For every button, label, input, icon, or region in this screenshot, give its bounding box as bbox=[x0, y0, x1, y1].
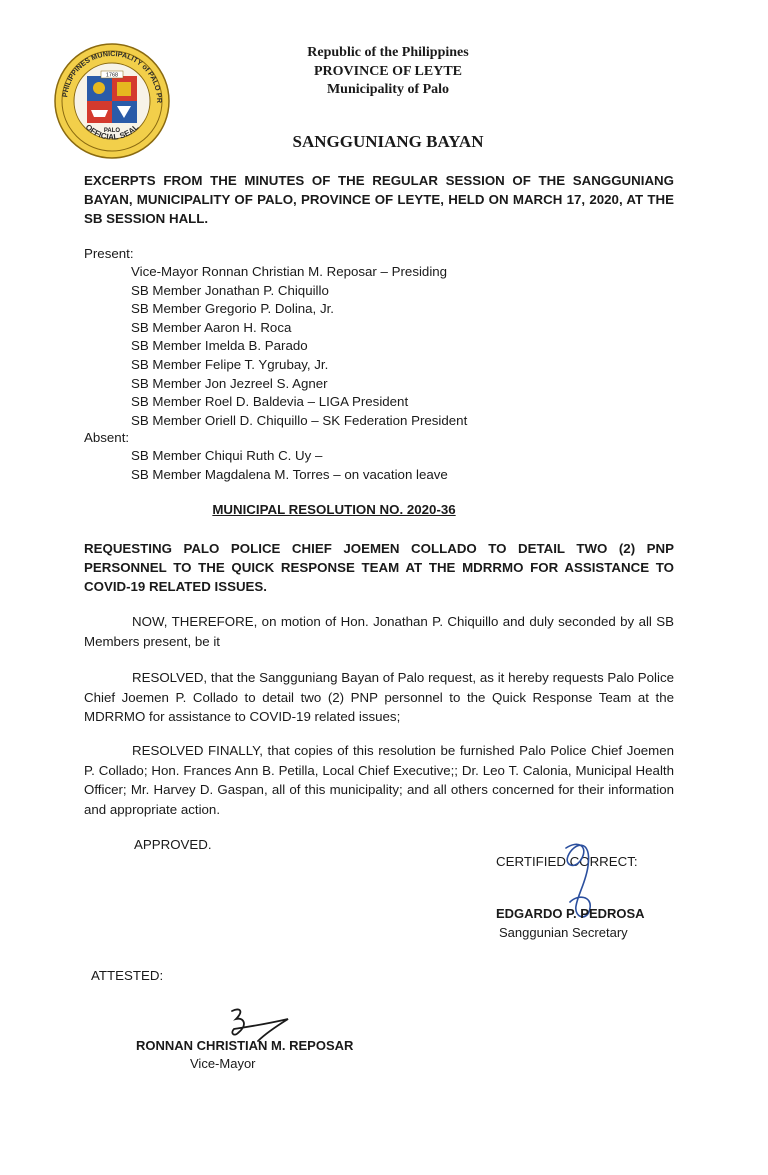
present-member: SB Member Jonathan P. Chiquillo bbox=[131, 282, 329, 298]
present-member: SB Member Aaron H. Roca bbox=[131, 319, 292, 335]
header-line-province: PROVINCE OF LEYTE bbox=[313, 64, 463, 79]
seal-ring-text: PHILIPPINES MUNICIPALITY of PALO PR bbox=[60, 48, 165, 104]
resolution-number: MUNICIPAL RESOLUTION NO. 2020-36 bbox=[212, 502, 456, 517]
seal-town: PALO bbox=[103, 128, 121, 134]
absent-member: SB Member Chiqui Ruth C. Uy – bbox=[131, 448, 323, 463]
present-member: SB Member Felipe T. Ygrubay, Jr. bbox=[131, 356, 329, 372]
present-member: SB Member Jon Jezreel S. Agner bbox=[131, 375, 328, 391]
secretary-title: Sanggunian Secretary bbox=[499, 925, 628, 940]
seal-year: 1768 bbox=[105, 72, 119, 79]
secretary-name: EDGARDO P. PEDROSA bbox=[496, 906, 645, 921]
present-label: Present: bbox=[84, 246, 134, 261]
absent-label: Absent: bbox=[84, 430, 130, 445]
excerpt-title: EXCERPTS FROM THE MINUTES OF THE REGULAR SESSION OF THE SANGGUNIANG BAYAN, MUNICIPALITY OF PALO, PROVINCE OF LEYTE, HELD ON MARCH 17, 2020, AT THE SB SESSION HALL. bbox=[84, 173, 674, 227]
present-member: SB Member Imelda B. Parado bbox=[131, 338, 308, 354]
vice-mayor-name: RONNAN CHRISTIAN M. REPOSAR bbox=[136, 1038, 354, 1053]
header-line-republic: Republic of the Philippines bbox=[307, 45, 469, 60]
certified-correct-label: CERTIFIED CORRECT: bbox=[496, 854, 638, 869]
resolution-title: REQUESTING PALO POLICE CHIEF JOEMEN COLLADO TO DETAIL TWO (2) PNP PERSONNEL TO THE QUICK RESPONSE TEAM AT THE MDRRMO FOR ASSISTANCE TO COVID-19 RELATED ISSUES. bbox=[84, 541, 674, 595]
paragraph-resolved: RESOLVED, that the Sangguniang Bayan of Palo request, as it hereby requests Palo Police Chief Joemen P. Collado to detail two (2) PNP personnel to the Quick Response Team at the MDRRMO for assistance to COVID-19 related issues; bbox=[84, 670, 674, 724]
present-list bbox=[131, 263, 651, 430]
seal-emblem-icon bbox=[53, 42, 171, 160]
paragraph-motion: NOW, THEREFORE, on motion of Hon. Jonathan P. Chiquillo and duly seconded by all SB Members present, be it bbox=[84, 614, 674, 649]
header-line-municipality: Municipality of Palo bbox=[326, 82, 450, 97]
absent-list bbox=[131, 447, 651, 484]
paragraph-resolved-finally: RESOLVED FINALLY, that copies of this resolution be furnished Palo Police Chief Joemen P. Collado; Hon. Frances Ann B. Petilla, Local Chief Executive;; Dr. Leo T. Calonia, Municipal Health Officer; Mr. Harvey D. Gaspan, all of this municipality; and all others concerned for their information and appropriate action. bbox=[84, 743, 674, 817]
approved-text: APPROVED. bbox=[134, 837, 212, 852]
council-title: SANGGUNIANG BAYAN bbox=[292, 132, 484, 151]
present-member: SB Member Gregorio P. Dolina, Jr. bbox=[131, 301, 334, 317]
official-seal bbox=[53, 42, 171, 160]
present-member: SB Member Oriell D. Chiquillo – SK Federation President bbox=[131, 412, 468, 428]
present-member: Vice-Mayor Ronnan Christian M. Reposar – Presiding bbox=[131, 264, 448, 279]
seal-ring-bottom-text: OFFICIAL SEAL bbox=[83, 122, 141, 142]
attested-label: ATTESTED: bbox=[91, 968, 164, 983]
present-member: SB Member Roel D. Baldevia – LIGA President bbox=[131, 394, 409, 410]
vice-mayor-title: Vice-Mayor bbox=[190, 1056, 256, 1071]
absent-member: SB Member Magdalena M. Torres – on vacation leave bbox=[131, 466, 448, 482]
